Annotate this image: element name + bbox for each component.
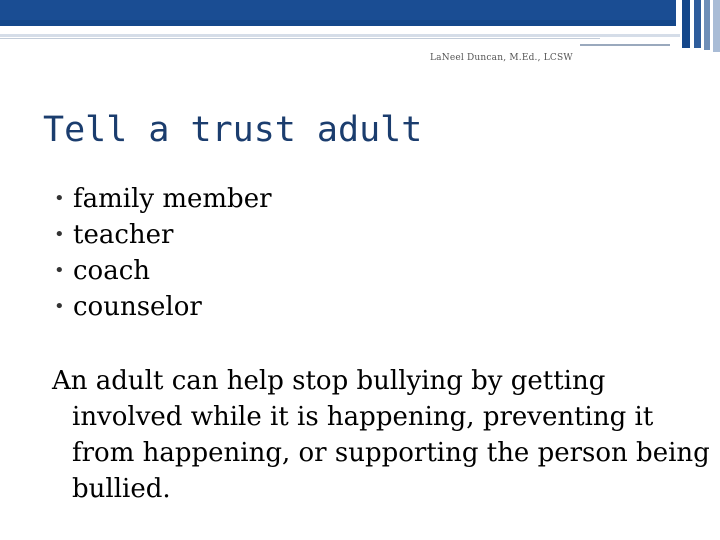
header-divider xyxy=(0,34,680,37)
list-item-text: counselor xyxy=(73,292,202,322)
header-divider xyxy=(580,44,670,46)
list-item-text: coach xyxy=(73,256,151,286)
decorative-stripe xyxy=(713,0,720,52)
list-item xyxy=(54,255,272,291)
bullet-icon: • xyxy=(54,188,65,209)
slide-title: Tell a trust adult xyxy=(43,110,423,150)
decorative-stripes xyxy=(676,0,720,52)
bullet-icon: • xyxy=(54,296,65,317)
body-paragraph: An adult can help stop bullying by getting involved while it is happening, preventing it from happening, or supporting the person being bullied. xyxy=(52,366,710,504)
list-item-text: family member xyxy=(73,184,272,214)
header-bar-shade xyxy=(0,0,690,20)
list-item xyxy=(54,291,272,327)
header-divider xyxy=(0,38,600,39)
decorative-stripe xyxy=(682,0,690,48)
header-bar xyxy=(0,0,720,26)
list-item xyxy=(54,219,272,255)
bullet-icon: • xyxy=(54,224,65,245)
decorative-stripe xyxy=(694,0,701,48)
author-credit: LaNeel Duncan, M.Ed., LCSW xyxy=(430,53,573,63)
list-item xyxy=(54,183,272,219)
list-item-text: teacher xyxy=(73,220,174,250)
bullet-list xyxy=(54,183,272,327)
bullet-icon: • xyxy=(54,260,65,281)
